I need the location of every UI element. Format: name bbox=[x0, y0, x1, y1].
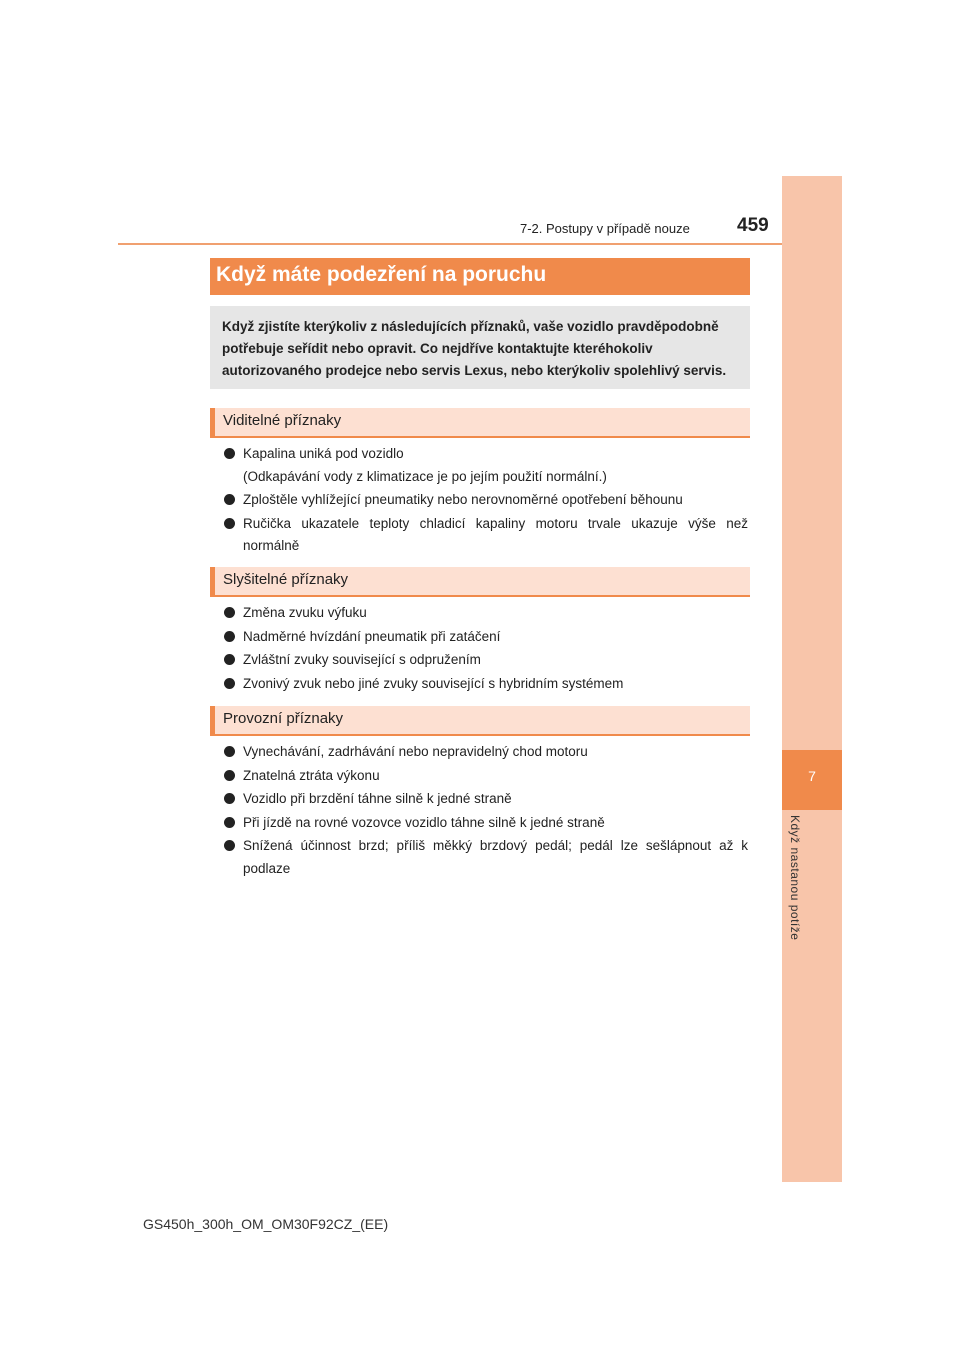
list-item-text: Ručička ukazatele teploty chladicí kapaliny motoru trvale ukazuje výše než normálně bbox=[243, 515, 748, 553]
list-item-text: Vozidlo při brzdění táhne silně k jedné straně bbox=[243, 791, 512, 806]
document-code-footer: GS450h_300h_OM_OM30F92CZ_(EE) bbox=[143, 1216, 389, 1232]
visible-symptoms-list bbox=[220, 443, 748, 559]
bullet-icon bbox=[224, 494, 235, 505]
bullet-icon bbox=[224, 793, 235, 804]
subheading-accent bbox=[210, 408, 215, 438]
main-heading bbox=[210, 258, 750, 295]
list-item-text: Kapalina uniká pod vozidlo bbox=[243, 446, 404, 461]
bullet-icon bbox=[224, 770, 235, 781]
list-item-note: (Odkapávání vody z klimatizace je po jejím použití normální.) bbox=[243, 468, 607, 484]
bullet-icon bbox=[224, 817, 235, 828]
chapter-number-tab[interactable] bbox=[782, 750, 842, 810]
list-item-text: Změna zvuku výfuku bbox=[243, 605, 367, 620]
intro-text: Když zjistíte kterýkoliv z následujících příznaků, vaše vozidlo pravděpodobně potřebuje seřídit nebo opravit. Co nejdříve kontaktujte kteréhokoliv autorizovaného prodejce nebo servis Lexus, nebo kterýkoliv spolehlivý servis. bbox=[222, 319, 727, 378]
list-item bbox=[220, 741, 748, 764]
subheading-accent bbox=[210, 706, 215, 736]
list-item bbox=[220, 489, 748, 512]
list-item bbox=[220, 835, 748, 880]
subheading-text: Provozní příznaky bbox=[223, 710, 344, 727]
list-item bbox=[220, 812, 748, 835]
list-item bbox=[220, 626, 748, 649]
page-number: 459 bbox=[737, 215, 769, 236]
list-item-text: Snížená účinnost brzd; příliš měkký brzdový pedál; pedál lze sešlápnout až k podlaze bbox=[243, 838, 748, 876]
operational-symptoms-list bbox=[220, 741, 748, 881]
chapter-side-tab bbox=[782, 176, 842, 1182]
bullet-icon bbox=[224, 518, 235, 529]
audible-symptoms-list bbox=[220, 602, 748, 696]
bullet-icon bbox=[224, 607, 235, 618]
subheading-text: Slyšitelné příznaky bbox=[223, 571, 349, 588]
chapter-label: Když nastanou potíže bbox=[788, 815, 802, 941]
list-item bbox=[220, 649, 748, 672]
list-item bbox=[220, 673, 748, 696]
bullet-icon bbox=[224, 678, 235, 689]
list-item bbox=[220, 443, 748, 488]
intro-box bbox=[210, 306, 750, 389]
chapter-number: 7 bbox=[808, 768, 816, 784]
bullet-icon bbox=[224, 448, 235, 459]
list-item bbox=[220, 788, 748, 811]
list-item bbox=[220, 513, 748, 558]
subheading-visible-symptoms bbox=[210, 408, 750, 438]
list-item-text: Znatelná ztráta výkonu bbox=[243, 767, 380, 783]
subheading-audible-symptoms bbox=[210, 567, 750, 597]
list-item-text: Zvonivý zvuk nebo jiné zvuky související s hybridním systémem bbox=[243, 675, 624, 691]
list-item-text: Nadměrné hvízdání pneumatik při zatáčení bbox=[243, 628, 501, 644]
subheading-text: Viditelné příznaky bbox=[223, 412, 342, 429]
list-item-text: Zploštěle vyhlížející pneumatiky nebo nerovnoměrné opotřebení běhounu bbox=[243, 492, 683, 507]
bullet-icon bbox=[224, 631, 235, 642]
main-heading-text: Když máte podezření na poruchu bbox=[216, 263, 547, 286]
list-item bbox=[220, 765, 748, 788]
list-item-text: Zvláštní zvuky související s odpružením bbox=[243, 652, 481, 667]
subheading-operational-symptoms bbox=[210, 706, 750, 736]
bullet-icon bbox=[224, 746, 235, 757]
bullet-icon bbox=[224, 840, 235, 851]
list-item-text: Vynechávání, zadrhávání nebo nepravidelný chod motoru bbox=[243, 744, 588, 759]
subheading-accent bbox=[210, 567, 215, 597]
section-title: 7-2. Postupy v případě nouze bbox=[520, 221, 690, 236]
chapter-label-wrap bbox=[780, 815, 808, 965]
list-item-text: Při jízdě na rovné vozovce vozidlo táhne silně k jedné straně bbox=[243, 814, 605, 830]
bullet-icon bbox=[224, 654, 235, 665]
list-item bbox=[220, 602, 748, 625]
header-rule bbox=[118, 243, 842, 245]
